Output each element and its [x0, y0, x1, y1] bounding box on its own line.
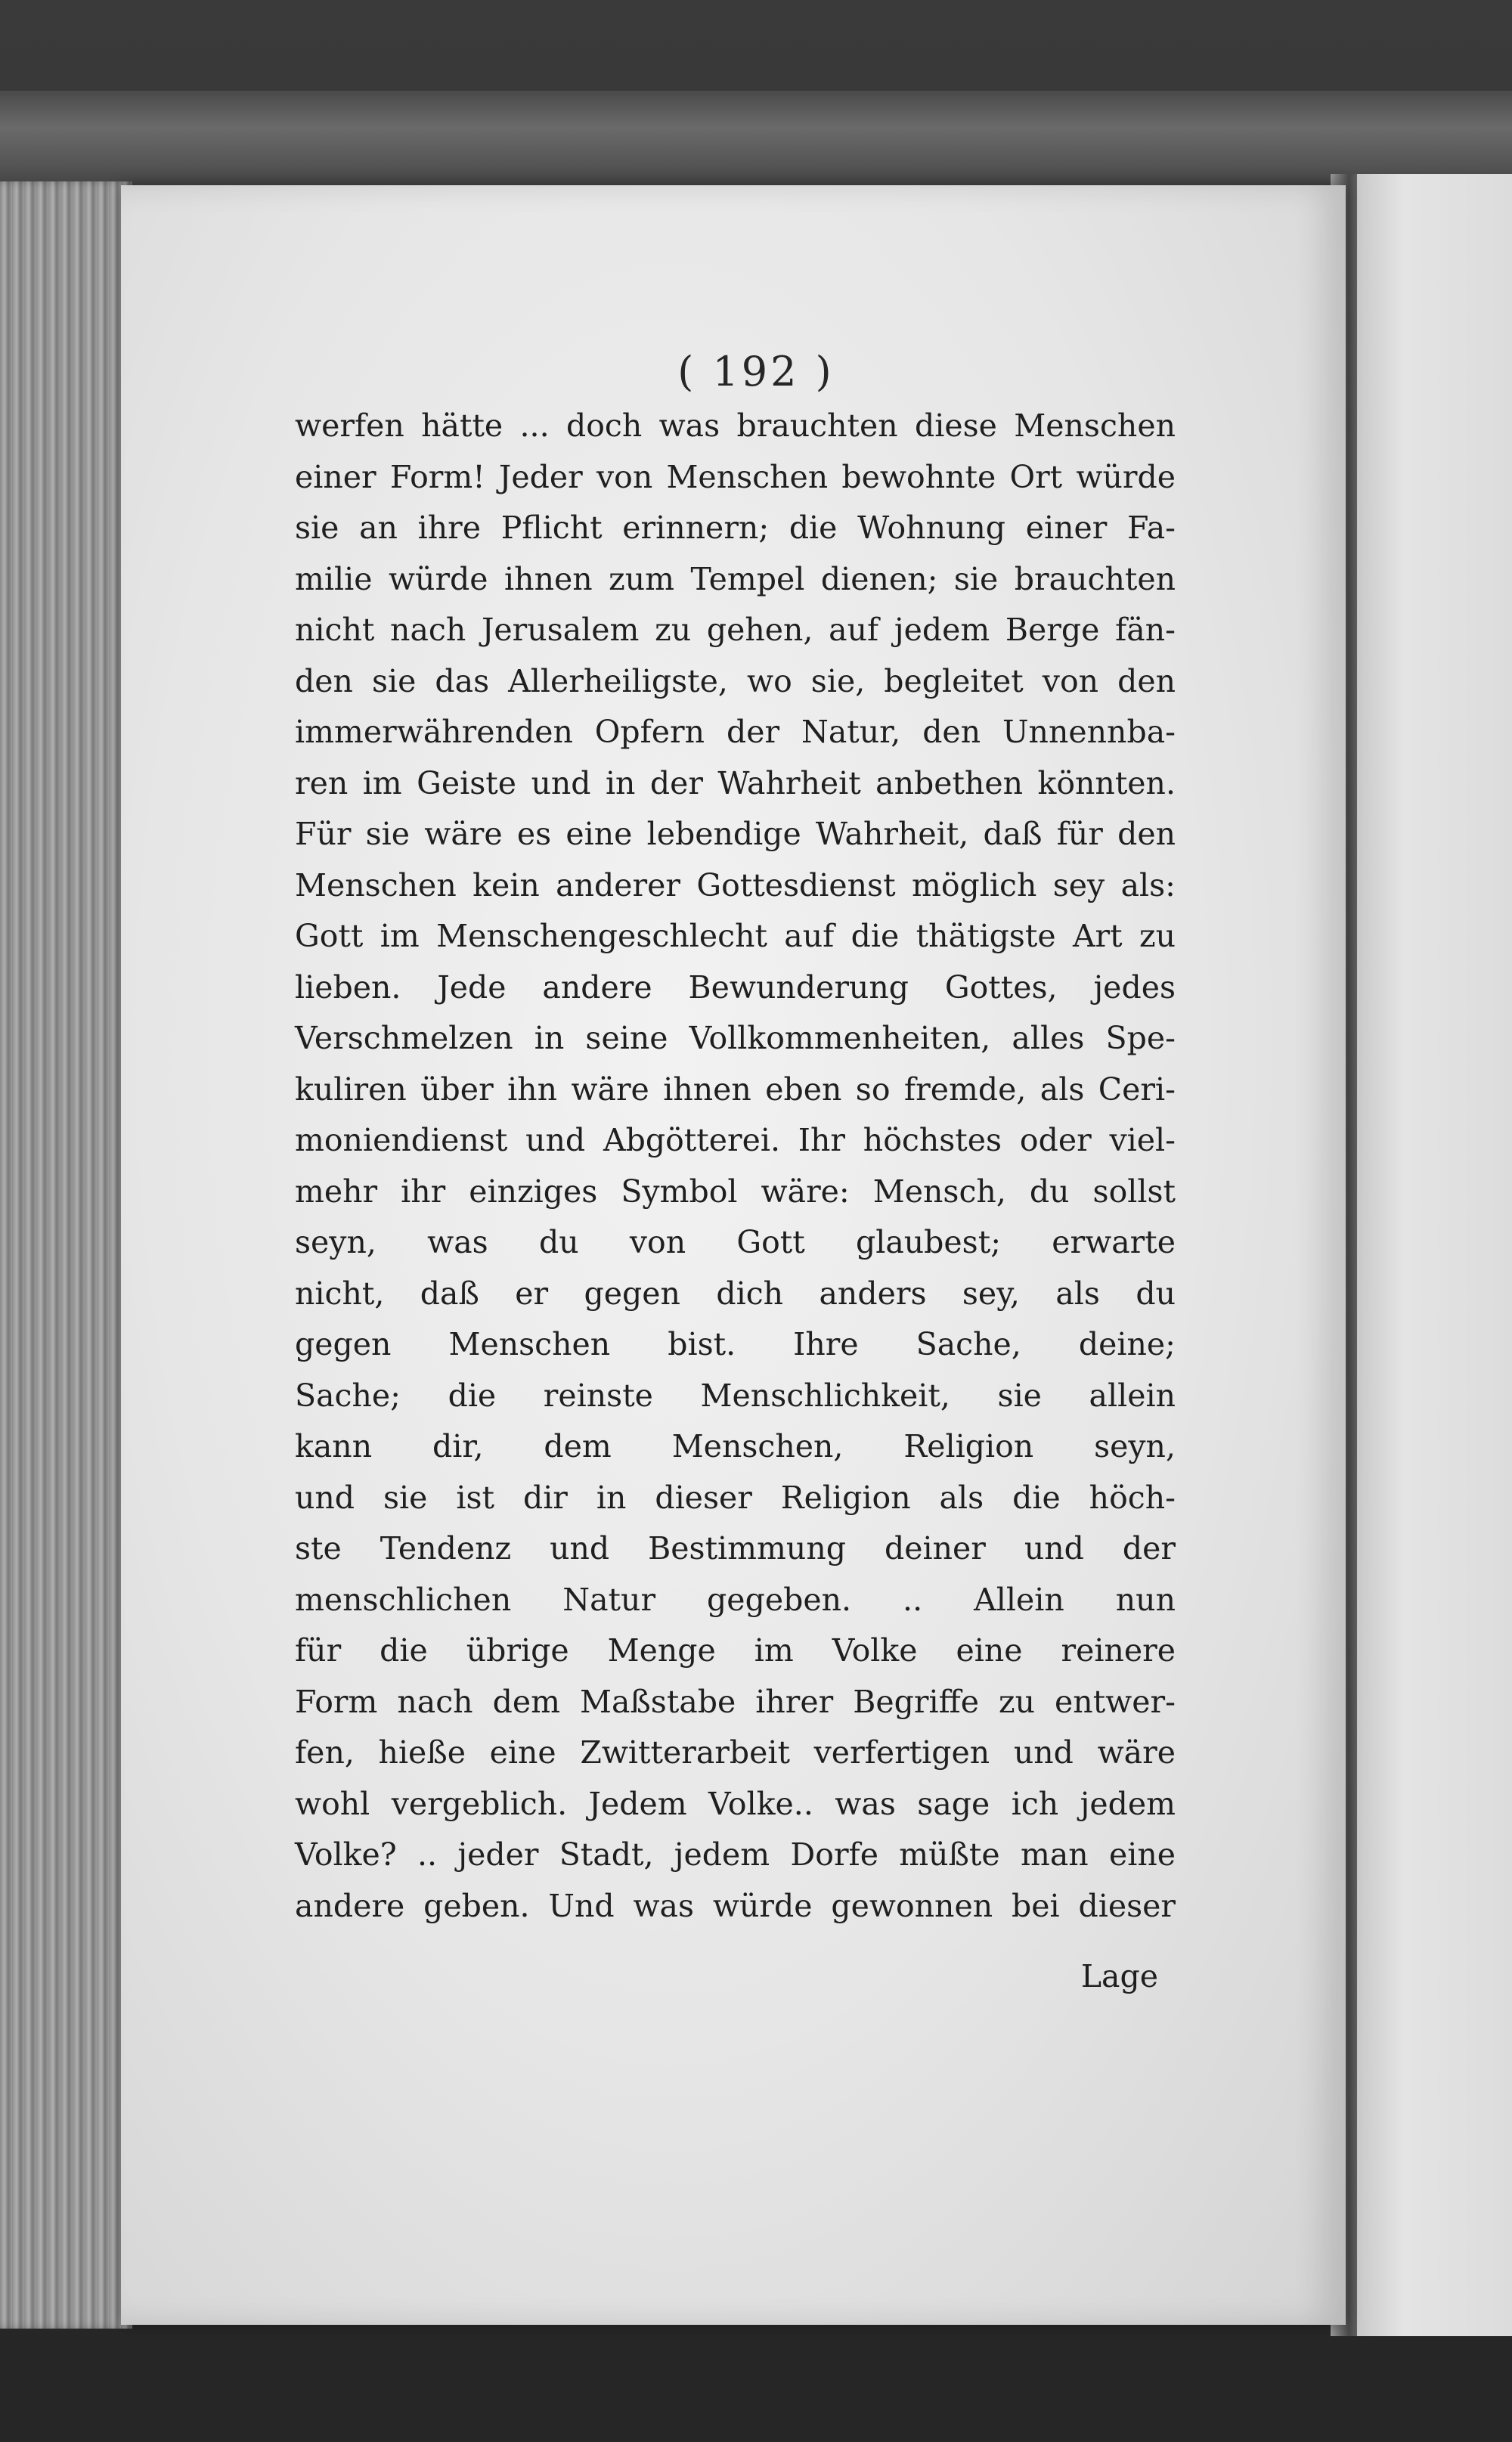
text-line: sie an ihre Pflicht erinnern; die Wohnung einer Fa-	[295, 510, 1176, 546]
text-line: Verschmelzen in seine Vollkommenheiten, alles Spe-	[295, 1020, 1176, 1056]
text-line: für die übrige Menge im Volke eine reinere	[295, 1632, 1176, 1669]
text-line: lieben. Jede andere Bewunderung Gottes, jedes	[295, 968, 1176, 1006]
facing-page	[1357, 174, 1512, 2336]
text-line: nicht, daß er gegen dich anders sey, als du	[295, 1275, 1176, 1312]
text-line: werfen hätte ... doch was brauchten diese Menschen	[295, 408, 1176, 444]
text-line: und sie ist dir in dieser Religion als die höch-	[295, 1479, 1176, 1516]
text-line: andere geben. Und was würde gewonnen bei dieser	[295, 1887, 1176, 1924]
book-cover-edge	[0, 91, 1512, 197]
text-line: kann dir, dem Menschen, Religion seyn,	[295, 1428, 1176, 1464]
text-line: ren im Geiste und in der Wahrheit anbethen könnten.	[295, 764, 1176, 801]
text-line: fen, hieße eine Zwitterarbeit verfertigen und wäre	[295, 1734, 1176, 1771]
page-text	[295, 401, 1176, 1932]
text-line: wohl vergeblich. Jedem Volke.. was sage ich jedem	[295, 1785, 1176, 1822]
page-stack-edge	[0, 181, 132, 2329]
text-line: nicht nach Jerusalem zu gehen, auf jedem Berge fän-	[295, 612, 1176, 648]
text-line: gegen Menschen bist. Ihre Sache, deine;	[295, 1326, 1176, 1362]
text-line: milie würde ihnen zum Tempel dienen; sie brauchten	[295, 560, 1176, 597]
text-line: moniendienst und Abgötterei. Ihr höchstes oder viel-	[295, 1122, 1176, 1158]
text-line: Sache; die reinste Menschlichkeit, sie allein	[295, 1377, 1176, 1414]
text-line: seyn, was du von Gott glaubest; erwarte	[295, 1224, 1176, 1260]
text-line: ste Tendenz und Bestimmung deiner und der	[295, 1530, 1176, 1567]
page-number: ( 192 )	[677, 348, 835, 395]
text-line: Menschen kein anderer Gottesdienst möglich sey als:	[295, 866, 1176, 903]
text-line: Volke? .. jeder Stadt, jedem Dorfe müßte man eine	[295, 1836, 1176, 1873]
text-line: den sie das Allerheiligste, wo sie, begleitet von den	[295, 662, 1176, 699]
text-line: immerwährenden Opfern der Natur, den Unnennba-	[295, 714, 1176, 750]
text-line: Gott im Menschengeschlecht auf die thätigste Art zu	[295, 918, 1176, 954]
text-line: kuliren über ihn wäre ihnen eben so fremde, als Ceri-	[295, 1071, 1176, 1108]
text-line: Für sie wäre es eine lebendige Wahrheit, daß für den	[295, 816, 1176, 852]
catchword: Lage	[1080, 1958, 1158, 1994]
text-line: mehr ihr einziges Symbol wäre: Mensch, du sollst	[295, 1173, 1176, 1210]
text-line: menschlichen Natur gegeben. .. Allein nun	[295, 1581, 1176, 1618]
text-line: einer Form! Jeder von Menschen bewohnte Ort würde	[295, 458, 1176, 495]
text-line: Form nach dem Maßstabe ihrer Begriffe zu entwer-	[295, 1683, 1176, 1720]
